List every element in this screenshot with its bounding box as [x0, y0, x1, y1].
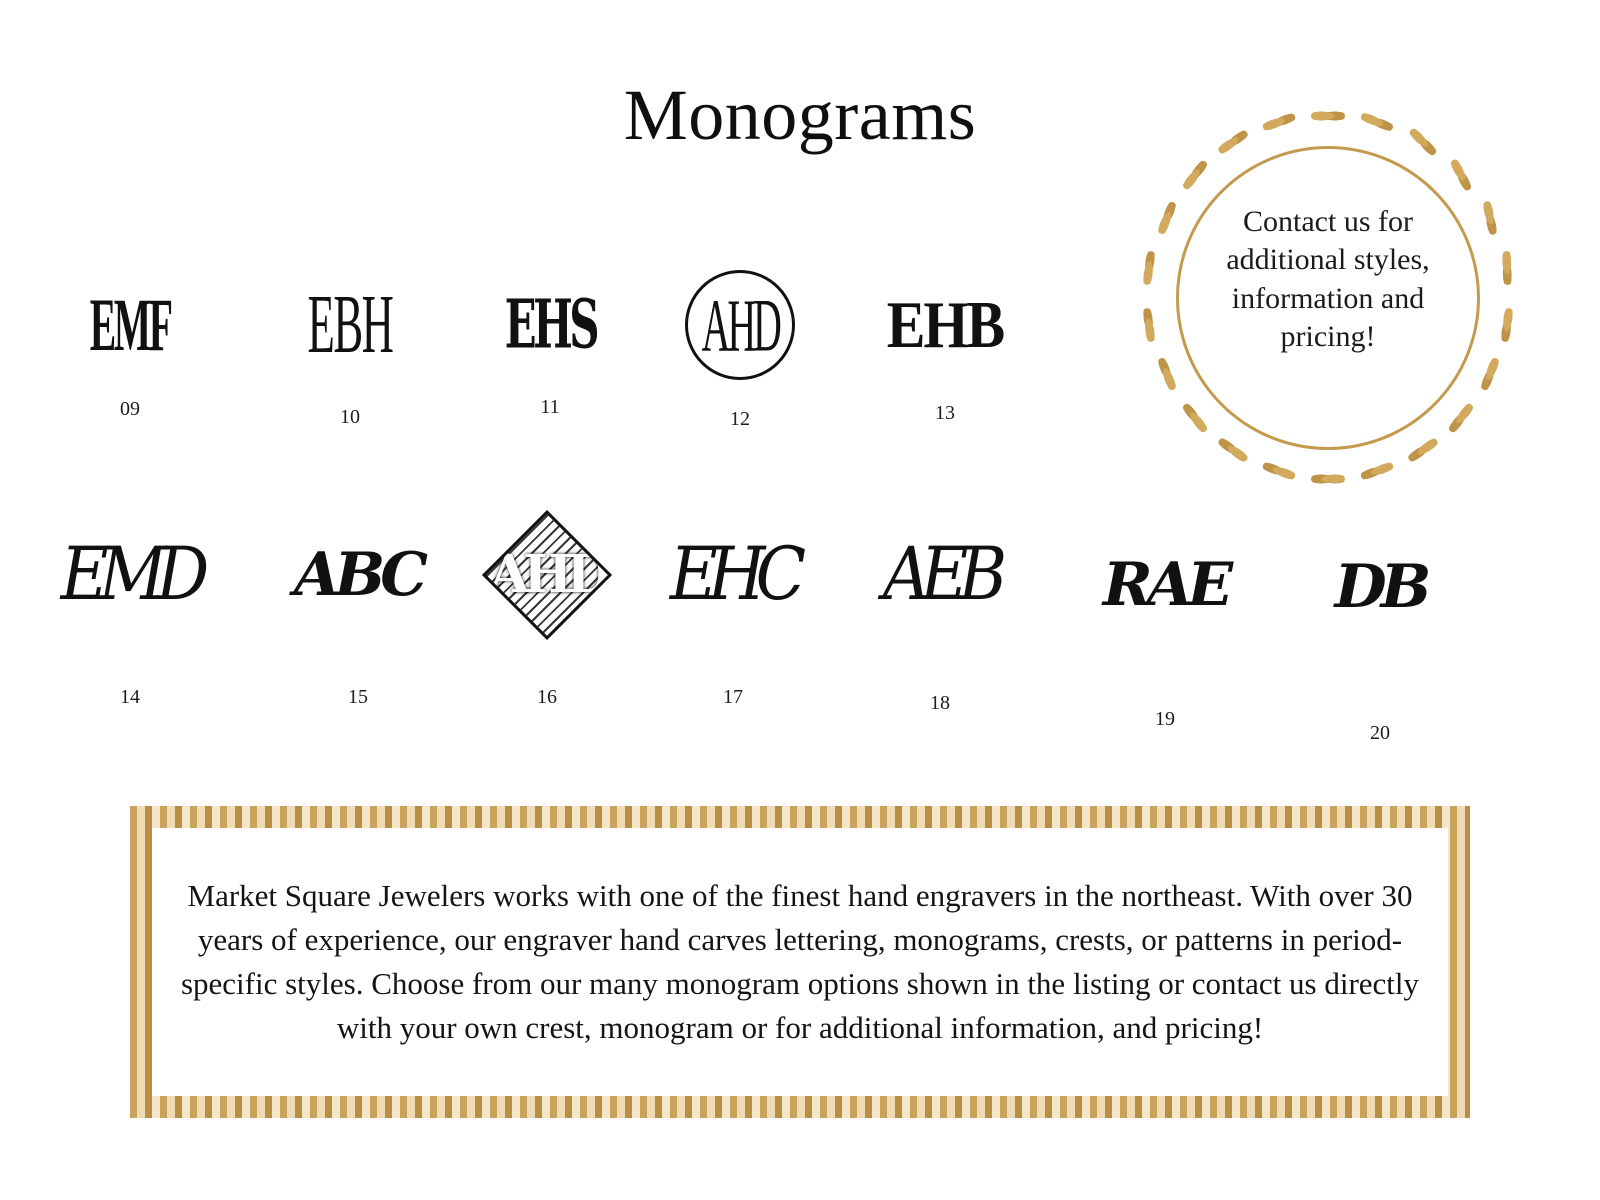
monogram-artwork-20: DB — [1334, 552, 1426, 622]
monogram-number-13: 13 — [935, 402, 955, 424]
monogram-row-2 — [0, 520, 1600, 744]
monogram-item-09[interactable] — [45, 270, 215, 421]
monogram-number-09: 09 — [120, 398, 140, 420]
info-frame-inner — [152, 828, 1448, 1096]
info-frame — [130, 806, 1470, 1118]
monogram-artwork-12 — [655, 270, 825, 380]
monogram-artwork-17: EHC — [669, 532, 797, 617]
monogram-artwork-09: EMF — [89, 282, 171, 367]
monogram-artwork-19: RAE — [1102, 550, 1228, 620]
monogram-number-10: 10 — [340, 406, 360, 428]
monogram-artwork-13: EHB — [886, 287, 1004, 362]
monogram-item-19[interactable] — [1080, 530, 1250, 731]
monogram-item-20[interactable] — [1295, 532, 1465, 745]
contact-badge[interactable] — [1138, 108, 1518, 488]
monogram-artwork-10: EBH — [307, 279, 393, 371]
monogram-ring-outline: AHD — [685, 270, 795, 380]
monogram-number-19: 19 — [1155, 708, 1175, 730]
monogram-number-18: 18 — [930, 692, 950, 714]
monogram-item-16[interactable] — [462, 520, 632, 709]
info-paragraph: Market Square Jewelers works with one of the finest hand engravers in the northeast. With over 30 years of experience, our engraver hand carves lettering, monograms, crests, or patterns in period-specific styles. Choose from our many monogram options shown in the listing or contact us directly with your own crest, monogram or for additional information, and pricing! — [180, 877, 1420, 1046]
monogram-item-18[interactable] — [855, 520, 1025, 715]
monogram-item-10[interactable] — [265, 270, 435, 429]
monogram-number-11: 11 — [540, 396, 560, 418]
monogram-number-16: 16 — [537, 686, 557, 708]
monogram-number-12: 12 — [730, 408, 750, 430]
monogram-number-14: 14 — [120, 686, 140, 708]
monogram-artwork-16 — [462, 520, 632, 630]
monogram-item-17[interactable] — [648, 520, 818, 709]
monogram-item-14[interactable] — [45, 520, 215, 709]
contact-badge-text: Contact us for additional styles, information and pricing! — [1226, 205, 1430, 354]
monogram-number-20: 20 — [1370, 722, 1390, 744]
monogram-artwork-18: AEB — [882, 532, 998, 617]
monogram-item-13[interactable] — [860, 270, 1030, 425]
page-title: Monograms — [623, 75, 977, 155]
monogram-item-11[interactable] — [465, 270, 635, 419]
monogram-item-12[interactable] — [655, 270, 825, 431]
monogram-item-15[interactable] — [273, 520, 443, 709]
monogram-artwork-14: EMD — [60, 532, 200, 617]
monogram-artwork-11: EHS — [504, 285, 596, 365]
monogram-number-15: 15 — [348, 686, 368, 708]
monogram-number-17: 17 — [723, 686, 743, 708]
monogram-diamond-outline: AHD — [482, 510, 612, 640]
monogram-artwork-15: ABC — [293, 540, 423, 610]
